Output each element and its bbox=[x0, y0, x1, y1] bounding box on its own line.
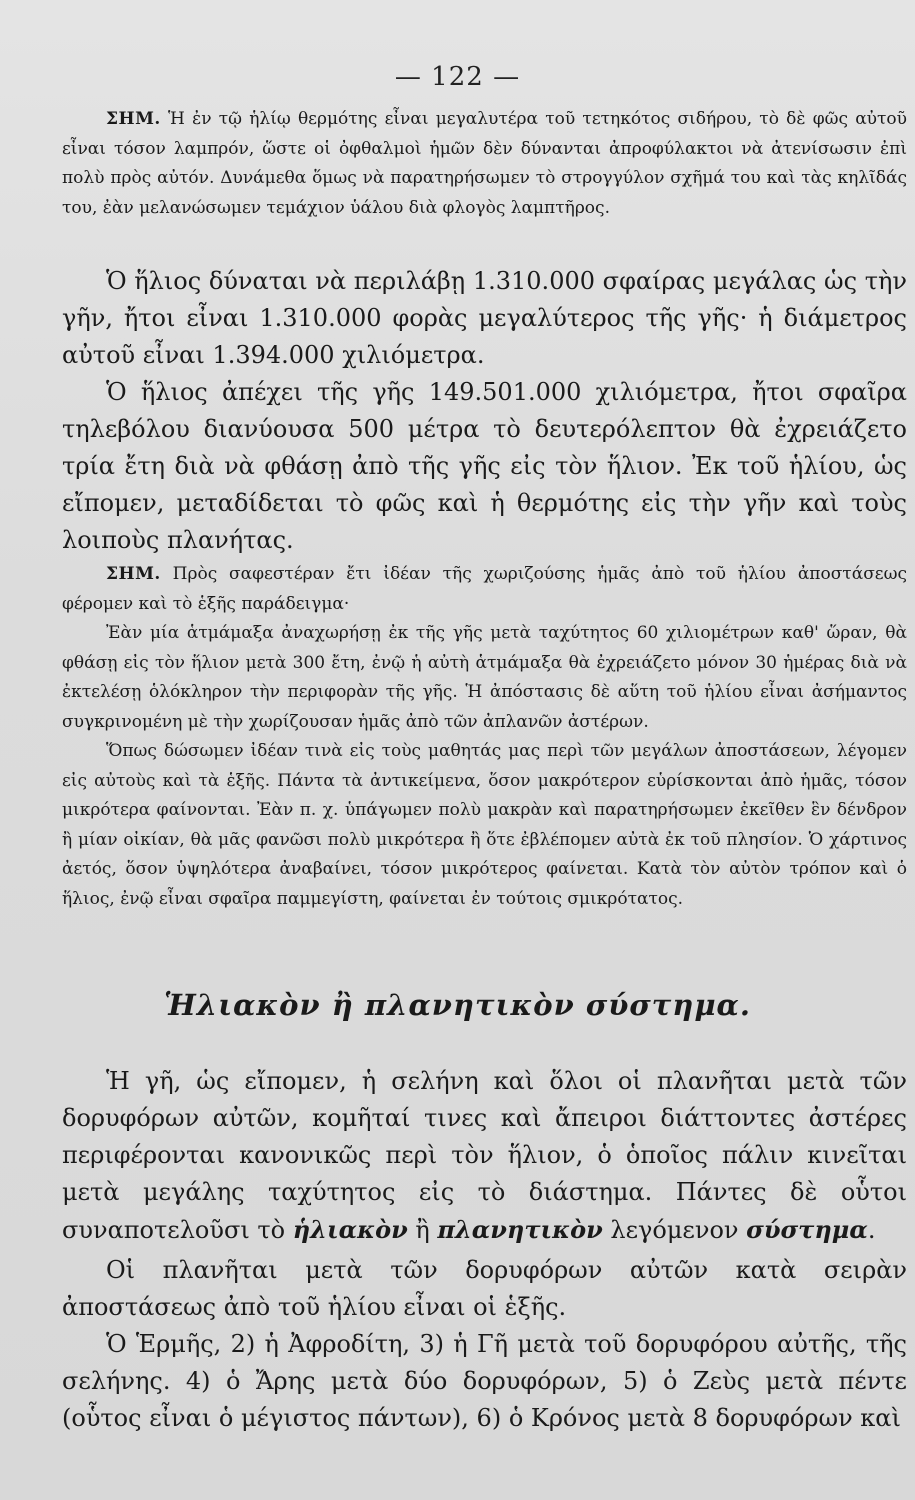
note-2-label: ΣΗΜ. bbox=[106, 564, 161, 584]
paragraph-3-or: ἢ bbox=[407, 1216, 438, 1244]
paragraph-3-called: λεγόμενον bbox=[602, 1216, 747, 1244]
note-1-label: ΣΗΜ. bbox=[106, 109, 161, 129]
note-2 bbox=[62, 560, 907, 914]
note-1-text: Ἡ ἐν τῷ ἡλίῳ θερμότης εἶναι μεγαλυτέρα τοῦ τετηκότος σιδήρου, τὸ δὲ φῶς αὐτοῦ εἶναι τόσον λαμπρόν, ὥστε οἱ ὀφθαλμοὶ ἡμῶν δὲν δύνανται ἀπροφύλακτοι νὰ ἀτενίσωσιν ἐπὶ πολὺ πρὸς αὐτόν. Δυνάμεθα ὅμως νὰ παρατηρήσωμεν τὸ στρογγύλον σχῆμά του καὶ τὰς κηλῖδάς του, ἐὰν μελανώσωμεν τεμάχιον ὑάλου διὰ φλογὸς λαμπτῆρος. bbox=[62, 109, 907, 218]
paragraph-2: Ὁ ἥλιος ἀπέχει τῆς γῆς 149.501.000 χιλιόμετρα, ἤτοι σφαῖρα τηλεβόλου διανύουσα 500 μέτρα τὸ δευτερόλεπτον θὰ ἐχρειάζετο τρία ἔτη διὰ νὰ φθάσῃ ἀπὸ τῆς γῆς εἰς τὸν ἥλιον. Ἐκ τοῦ ἡλίου, ὡς εἴπομεν, μεταδίδεται τὸ φῶς καὶ ἡ θερμότης εἰς τὴν γῆν καὶ τοὺς λοιποὺς πλανήτας. bbox=[62, 378, 907, 554]
paragraph-3-text: Ἡ γῆ, ὡς εἴπομεν, ἡ σελήνη καὶ ὅλοι οἱ πλανῆται μετὰ τῶν δορυφόρων αὐτῶν, κομῆταί τινες καὶ ἄπειροι διάττοντες ἀστέρες περιφέρονται κανονικῶς περὶ τὸν ἥλιον, ὁ ὁποῖος πάλιν κινεῖται μετὰ μεγάλης ταχύτητος εἰς τὸ διάστημα. Πάντες δὲ οὗτοι συναποτελοῦσι τὸ bbox=[62, 1067, 907, 1244]
paragraph-1: Ὁ ἥλιος δύναται νὰ περιλάβῃ 1.310.000 σφαίρας μεγάλας ὡς τὴν γῆν, ἤτοι εἶναι 1.310.000 φορὰς μεγαλύτερος τῆς γῆς· ἡ διάμετρος αὐτοῦ εἶναι 1.394.000 χιλιόμετρα. bbox=[62, 267, 907, 369]
term-system: σύστημα bbox=[746, 1215, 868, 1244]
note-2-text: Πρὸς σαφεστέραν ἔτι ἰδέαν τῆς χωριζούσης ἡμᾶς ἀπὸ τοῦ ἡλίου ἀποστάσεως φέρομεν καὶ τὸ ἑξῆς παράδειγμα· bbox=[62, 564, 907, 614]
paragraph-3-end: . bbox=[867, 1216, 876, 1244]
paragraph-planet-order bbox=[62, 1252, 907, 1326]
paragraph-sun-distance bbox=[62, 374, 907, 559]
note-2-paragraph-2: Ἐὰν μία ἁτμάμαξα ἀναχωρήσῃ ἐκ τῆς γῆς μετὰ ταχύτητος 60 χιλιομέτρων καθ' ὥραν, θὰ φθάσῃ εἰς τὸν ἥλιον μετὰ 300 ἔτη, ἐνῷ ἡ αὐτὴ ἁτμάμαξα θὰ ἐχρειάζετο μόνον 30 ἡμέρας διὰ νὰ ἐκτελέσῃ ὁλόκληρον τὴν περιφορὰν τῆς γῆς. Ἡ ἀπόστασις δὲ αὕτη τοῦ ἡλίου εἶναι ἀσήμαντος συγκρινομένη μὲ τὴν χωρίζουσαν ἡμᾶς ἀπὸ τῶν ἀπλανῶν ἀστέρων. bbox=[62, 623, 907, 732]
note-2-paragraph-3: Ὅπως δώσωμεν ἰδέαν τινὰ εἰς τοὺς μαθητάς μας περὶ τῶν μεγάλων ἀποστάσεων, λέγομεν εἰς αὐτοὺς καὶ τὰ ἑξῆς. Πάντα τὰ ἀντικείμενα, ὅσον μακρότερον εὑρίσκονται ἀπὸ ἡμᾶς, τόσον μικρότερα φαίνονται. Ἐὰν π. χ. ὑπάγωμεν πολὺ μακρὰν καὶ παρατηρήσωμεν ἐκεῖθεν ἓν δένδρον ἢ μίαν οἰκίαν, θὰ μᾶς φανῶσι πολὺ μικρότερα ἢ ὅτε ἐβλέπομεν αὐτὰ ἐκ τοῦ πλησίον. Ὁ χάρτινος ἀετός, ὅσον ὑψηλότερα ἀναβαίνει, τόσον μικρότερος φαίνεται. Κατὰ τὸν αὐτὸν τρόπον καὶ ὁ ἥλιος, ἐνῷ εἶναι σφαῖρα παμμεγίστη, φαίνεται ἐν τούτοις σμικρότατος. bbox=[62, 741, 907, 909]
paragraph-4: Οἱ πλανῆται μετὰ τῶν δορυφόρων αὐτῶν κατὰ σειρὰν ἀποστάσεως ἀπὸ τοῦ ἡλίου εἶναι οἱ ἑξῆς. bbox=[62, 1256, 907, 1321]
section-heading: Ἡλιακὸν ἢ πλανητικὸν σύστημα. bbox=[164, 988, 751, 1022]
paragraph-solar-system bbox=[62, 1063, 907, 1249]
term-heliocentric: ἡλιακὸν bbox=[292, 1215, 408, 1244]
note-1 bbox=[62, 105, 907, 223]
term-planetary: πλανητικὸν bbox=[437, 1215, 603, 1244]
paragraph-planet-list bbox=[62, 1326, 907, 1437]
paragraph-sun-size bbox=[62, 263, 907, 374]
paragraph-5: Ὁ Ἑρμῆς, 2) ἡ Ἀφροδίτη, 3) ἡ Γῆ μετὰ τοῦ δορυφόρου αὐτῆς, τῆς σελήνης. 4) ὁ Ἄρης μετὰ δύο δορυφόρων, 5) ὁ Ζεὺς μετὰ πέντε (οὗτος εἶναι ὁ μέγιστος πάντων), 6) ὁ Κρόνος μετὰ 8 δορυφόρων καὶ bbox=[62, 1330, 907, 1432]
page-number: — 122 — bbox=[394, 62, 521, 92]
